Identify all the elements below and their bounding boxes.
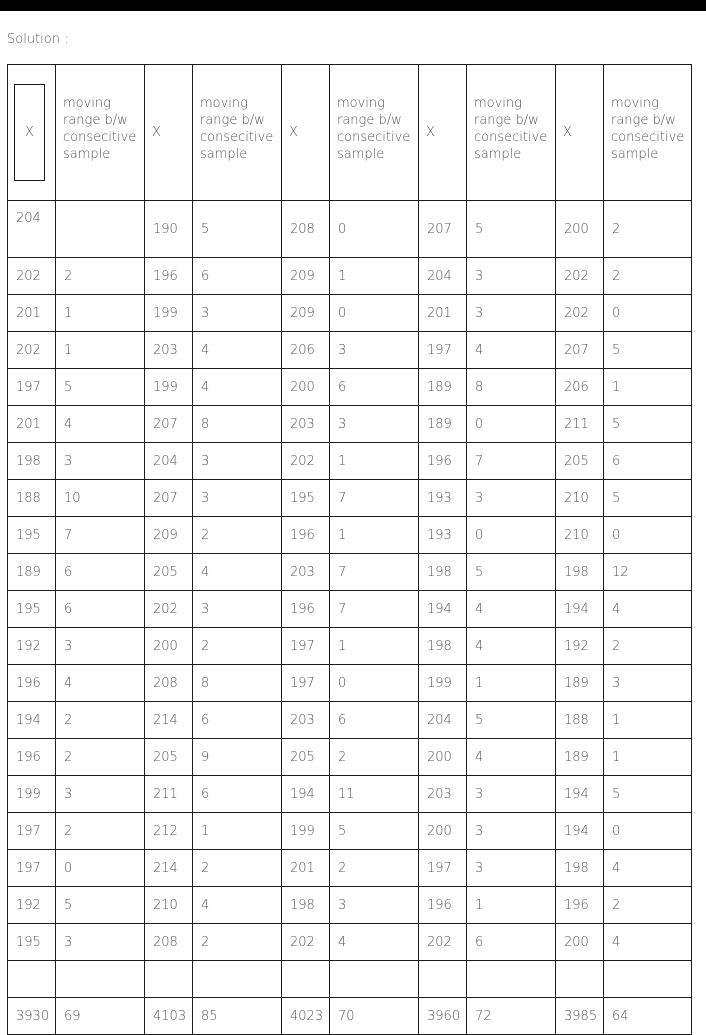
x-value-cell: 205 <box>145 739 193 776</box>
x-value-cell: 189 <box>419 369 467 406</box>
x-value-cell: 201 <box>419 295 467 332</box>
moving-range-cell: 5 <box>467 201 556 258</box>
moving-range-cell: 1 <box>604 739 692 776</box>
moving-range-cell: 3 <box>467 850 556 887</box>
moving-range-cell: 3 <box>330 406 419 443</box>
moving-range-cell: 6 <box>56 554 145 591</box>
x-value-cell: 206 <box>556 369 604 406</box>
moving-range-cell: 6 <box>330 369 419 406</box>
x-value-cell: 198 <box>556 554 604 591</box>
x-value-cell: 196 <box>8 739 56 776</box>
x-value-cell: 203 <box>282 554 330 591</box>
moving-range-cell: 5 <box>330 813 419 850</box>
moving-range-cell: 6 <box>56 591 145 628</box>
x-value-cell: 208 <box>145 924 193 961</box>
moving-range-cell: 0 <box>330 665 419 702</box>
x-value-cell: 204 <box>419 702 467 739</box>
x-value-cell: 204 <box>8 201 56 258</box>
blank-cell <box>419 961 467 998</box>
x-value-cell: 199 <box>419 665 467 702</box>
header-x: X <box>556 65 604 201</box>
moving-range-cell: 4 <box>193 332 282 369</box>
x-value-cell: 197 <box>282 665 330 702</box>
moving-range-cell: 2 <box>56 258 145 295</box>
x-value-cell: 206 <box>282 332 330 369</box>
x-value-cell: 209 <box>282 258 330 295</box>
x-value-cell: 201 <box>8 406 56 443</box>
x-value-cell: 203 <box>282 702 330 739</box>
moving-range-cell: 3 <box>56 776 145 813</box>
header-x-cell <box>8 65 56 201</box>
x-value-cell: 195 <box>8 517 56 554</box>
blank-cell <box>193 961 282 998</box>
x-value-cell: 195 <box>282 480 330 517</box>
table-row <box>8 517 692 554</box>
moving-range-cell: 4 <box>467 591 556 628</box>
x-value-cell: 198 <box>556 850 604 887</box>
moving-range-cell: 11 <box>330 776 419 813</box>
header-moving-range: moving range b/w consecitive sample <box>330 65 419 201</box>
x-value-cell: 203 <box>145 332 193 369</box>
moving-range-cell: 4 <box>467 332 556 369</box>
moving-range-cell: 2 <box>193 517 282 554</box>
x-value-cell: 198 <box>8 443 56 480</box>
x-value-cell: 210 <box>556 480 604 517</box>
moving-range-cell: 7 <box>330 591 419 628</box>
moving-range-cell: 1 <box>330 258 419 295</box>
moving-range-cell: 0 <box>467 406 556 443</box>
table-row <box>8 739 692 776</box>
moving-range-cell: 5 <box>56 369 145 406</box>
table-row <box>8 332 692 369</box>
solution-label: Solution : <box>7 32 69 47</box>
x-value-cell: 194 <box>419 591 467 628</box>
table-row <box>8 554 692 591</box>
moving-range-cell: 3 <box>56 628 145 665</box>
moving-range-cell: 12 <box>604 554 692 591</box>
x-value-cell: 209 <box>145 517 193 554</box>
moving-range-cell: 2 <box>193 850 282 887</box>
x-value-cell: 200 <box>556 201 604 258</box>
moving-range-cell: 0 <box>604 517 692 554</box>
header-moving-range: moving range b/w consecitive sample <box>604 65 692 201</box>
moving-range-cell: 0 <box>330 201 419 258</box>
moving-range-cell: 0 <box>604 295 692 332</box>
table-row <box>8 369 692 406</box>
moving-range-cell: 3 <box>193 295 282 332</box>
table-row <box>8 443 692 480</box>
moving-range-cell: 5 <box>604 406 692 443</box>
table-row <box>8 813 692 850</box>
moving-range-cell: 6 <box>604 443 692 480</box>
x-value-cell: 196 <box>145 258 193 295</box>
moving-range-cell: 3 <box>193 480 282 517</box>
moving-range-cell: 5 <box>467 702 556 739</box>
moving-range-cell: 6 <box>193 776 282 813</box>
x-value-cell: 210 <box>145 887 193 924</box>
x-value-cell: 198 <box>419 628 467 665</box>
x-value-cell: 205 <box>556 443 604 480</box>
x-value-cell: 211 <box>145 776 193 813</box>
x-value-cell: 205 <box>145 554 193 591</box>
moving-range-cell: 6 <box>193 702 282 739</box>
moving-range-cell: 1 <box>56 295 145 332</box>
table-row <box>8 628 692 665</box>
moving-range-cell: 6 <box>330 702 419 739</box>
moving-range-cell: 1 <box>604 369 692 406</box>
moving-range-cell: 1 <box>330 628 419 665</box>
moving-range-cell: 3 <box>56 924 145 961</box>
x-value-cell: 193 <box>419 480 467 517</box>
x-value-cell: 210 <box>556 517 604 554</box>
x-value-cell: 208 <box>145 665 193 702</box>
blank-row <box>8 961 692 998</box>
moving-range-cell: 6 <box>193 258 282 295</box>
moving-range-cell: 5 <box>193 201 282 258</box>
x-value-cell: 197 <box>419 332 467 369</box>
moving-range-cell: 0 <box>604 813 692 850</box>
moving-range-cell: 3 <box>56 443 145 480</box>
x-value-cell: 202 <box>8 258 56 295</box>
moving-range-cell: 0 <box>56 850 145 887</box>
x-value-cell: 193 <box>419 517 467 554</box>
x-value-cell: 194 <box>556 591 604 628</box>
x-value-cell: 202 <box>8 332 56 369</box>
x-value-cell: 196 <box>282 517 330 554</box>
x-value-cell: 189 <box>8 554 56 591</box>
x-value-cell: 208 <box>282 201 330 258</box>
moving-range-cell: 1 <box>467 887 556 924</box>
moving-range-cell: 10 <box>56 480 145 517</box>
x-value-cell: 197 <box>419 850 467 887</box>
x-value-cell: 188 <box>556 702 604 739</box>
x-value-cell: 196 <box>419 887 467 924</box>
x-value-cell: 196 <box>8 665 56 702</box>
moving-range-cell: 2 <box>330 850 419 887</box>
moving-range-cell: 4 <box>330 924 419 961</box>
x-value-cell: 199 <box>282 813 330 850</box>
moving-range-cell: 5 <box>56 887 145 924</box>
table-row <box>8 850 692 887</box>
table-row <box>8 201 692 258</box>
x-value-cell: 200 <box>556 924 604 961</box>
x-value-cell: 194 <box>282 776 330 813</box>
moving-range-cell: 2 <box>604 628 692 665</box>
moving-range-cell: 7 <box>330 554 419 591</box>
header-x: X <box>419 65 467 201</box>
x-value-cell: 209 <box>282 295 330 332</box>
moving-range-cell: 2 <box>56 739 145 776</box>
table-row <box>8 887 692 924</box>
moving-range-cell: 3 <box>467 813 556 850</box>
moving-range-cell: 2 <box>56 702 145 739</box>
x-value-cell: 192 <box>556 628 604 665</box>
x-value-cell: 200 <box>419 813 467 850</box>
moving-range-cell: 1 <box>604 702 692 739</box>
blank-cell <box>8 961 56 998</box>
header-moving-range: moving range b/w consecitive sample <box>467 65 556 201</box>
x-value-cell: 200 <box>419 739 467 776</box>
x-value-cell: 200 <box>145 628 193 665</box>
moving-range-total-cell: 85 <box>193 998 282 1035</box>
blank-cell <box>56 961 145 998</box>
x-value-cell: 196 <box>556 887 604 924</box>
moving-range-table <box>7 64 692 1035</box>
moving-range-cell: 1 <box>330 443 419 480</box>
moving-range-cell: 1 <box>193 813 282 850</box>
table-header-row <box>8 65 692 201</box>
moving-range-cell: 3 <box>330 887 419 924</box>
moving-range-cell: 8 <box>193 406 282 443</box>
x-value-cell: 205 <box>282 739 330 776</box>
moving-range-total-cell: 64 <box>604 998 692 1035</box>
moving-range-cell: 6 <box>467 924 556 961</box>
moving-range-cell: 2 <box>604 887 692 924</box>
x-value-cell: 204 <box>419 258 467 295</box>
x-total-cell: 4103 <box>145 998 193 1035</box>
moving-range-cell <box>56 201 145 258</box>
x-value-cell: 202 <box>419 924 467 961</box>
x-value-cell: 192 <box>8 628 56 665</box>
table-row <box>8 924 692 961</box>
moving-range-cell: 3 <box>604 665 692 702</box>
x-value-cell: 189 <box>556 665 604 702</box>
table-row <box>8 665 692 702</box>
header-x-box: X <box>14 84 45 181</box>
x-value-cell: 207 <box>145 406 193 443</box>
x-value-cell: 188 <box>8 480 56 517</box>
x-value-cell: 195 <box>8 591 56 628</box>
moving-range-cell: 2 <box>56 813 145 850</box>
x-value-cell: 196 <box>282 591 330 628</box>
moving-range-cell: 5 <box>604 776 692 813</box>
x-value-cell: 202 <box>282 443 330 480</box>
x-value-cell: 194 <box>8 702 56 739</box>
x-total-cell: 4023 <box>282 998 330 1035</box>
x-value-cell: 197 <box>282 628 330 665</box>
blank-cell <box>467 961 556 998</box>
blank-cell <box>330 961 419 998</box>
x-value-cell: 194 <box>556 813 604 850</box>
x-value-cell: 202 <box>556 295 604 332</box>
moving-range-cell: 4 <box>467 628 556 665</box>
moving-range-cell: 1 <box>330 517 419 554</box>
header-moving-range: moving range b/w consecitive sample <box>193 65 282 201</box>
moving-range-cell: 2 <box>193 628 282 665</box>
moving-range-cell: 3 <box>467 295 556 332</box>
moving-range-cell: 3 <box>467 480 556 517</box>
table-row <box>8 406 692 443</box>
x-value-cell: 203 <box>419 776 467 813</box>
x-value-cell: 198 <box>419 554 467 591</box>
x-value-cell: 207 <box>419 201 467 258</box>
table-row <box>8 591 692 628</box>
moving-range-total-cell: 72 <box>467 998 556 1035</box>
moving-range-cell: 4 <box>604 850 692 887</box>
moving-range-cell: 9 <box>193 739 282 776</box>
moving-range-cell: 3 <box>193 591 282 628</box>
moving-range-cell: 3 <box>467 776 556 813</box>
moving-range-cell: 5 <box>604 480 692 517</box>
x-value-cell: 202 <box>282 924 330 961</box>
moving-range-cell: 3 <box>330 332 419 369</box>
blank-cell <box>145 961 193 998</box>
x-value-cell: 198 <box>282 887 330 924</box>
moving-range-cell: 4 <box>604 924 692 961</box>
x-value-cell: 190 <box>145 201 193 258</box>
x-value-cell: 202 <box>145 591 193 628</box>
status-bar <box>0 0 706 11</box>
x-value-cell: 204 <box>145 443 193 480</box>
x-value-cell: 195 <box>8 924 56 961</box>
moving-range-total-cell: 70 <box>330 998 419 1035</box>
x-value-cell: 201 <box>282 850 330 887</box>
moving-range-cell: 7 <box>330 480 419 517</box>
table-row <box>8 295 692 332</box>
table-row <box>8 702 692 739</box>
moving-range-cell: 0 <box>330 295 419 332</box>
x-value-cell: 207 <box>556 332 604 369</box>
moving-range-cell: 4 <box>56 406 145 443</box>
moving-range-cell: 5 <box>467 554 556 591</box>
x-value-cell: 200 <box>282 369 330 406</box>
x-value-cell: 207 <box>145 480 193 517</box>
moving-range-cell: 3 <box>193 443 282 480</box>
x-value-cell: 212 <box>145 813 193 850</box>
moving-range-cell: 4 <box>193 554 282 591</box>
header-moving-range: moving range b/w consecitive sample <box>56 65 145 201</box>
x-total-cell: 3960 <box>419 998 467 1035</box>
moving-range-cell: 2 <box>604 258 692 295</box>
x-total-cell: 3930 <box>8 998 56 1035</box>
moving-range-cell: 4 <box>193 887 282 924</box>
moving-range-total-cell: 69 <box>56 998 145 1035</box>
x-value-cell: 214 <box>145 702 193 739</box>
x-value-cell: 197 <box>8 369 56 406</box>
moving-range-cell: 5 <box>604 332 692 369</box>
x-value-cell: 196 <box>419 443 467 480</box>
moving-range-cell: 3 <box>467 258 556 295</box>
table-row <box>8 258 692 295</box>
moving-range-cell: 4 <box>56 665 145 702</box>
x-value-cell: 199 <box>145 369 193 406</box>
header-x: X <box>282 65 330 201</box>
x-total-cell: 3985 <box>556 998 604 1035</box>
x-value-cell: 194 <box>556 776 604 813</box>
x-value-cell: 201 <box>8 295 56 332</box>
x-value-cell: 189 <box>419 406 467 443</box>
blank-cell <box>282 961 330 998</box>
totals-row <box>8 998 692 1035</box>
blank-cell <box>604 961 692 998</box>
moving-range-cell: 1 <box>467 665 556 702</box>
moving-range-cell: 2 <box>193 924 282 961</box>
table-row <box>8 776 692 813</box>
moving-range-cell: 8 <box>467 369 556 406</box>
moving-range-cell: 8 <box>193 665 282 702</box>
x-value-cell: 197 <box>8 850 56 887</box>
moving-range-cell: 2 <box>604 201 692 258</box>
x-value-cell: 211 <box>556 406 604 443</box>
moving-range-cell: 2 <box>330 739 419 776</box>
moving-range-cell: 7 <box>467 443 556 480</box>
x-value-cell: 202 <box>556 258 604 295</box>
x-value-cell: 189 <box>556 739 604 776</box>
header-x: X <box>145 65 193 201</box>
moving-range-cell: 4 <box>604 591 692 628</box>
x-value-cell: 203 <box>282 406 330 443</box>
moving-range-cell: 7 <box>56 517 145 554</box>
x-value-cell: 199 <box>145 295 193 332</box>
x-value-cell: 192 <box>8 887 56 924</box>
moving-range-cell: 4 <box>193 369 282 406</box>
moving-range-cell: 4 <box>467 739 556 776</box>
blank-cell <box>556 961 604 998</box>
moving-range-cell: 1 <box>56 332 145 369</box>
x-value-cell: 197 <box>8 813 56 850</box>
moving-range-cell: 0 <box>467 517 556 554</box>
table-row <box>8 480 692 517</box>
x-value-cell: 214 <box>145 850 193 887</box>
x-value-cell: 199 <box>8 776 56 813</box>
